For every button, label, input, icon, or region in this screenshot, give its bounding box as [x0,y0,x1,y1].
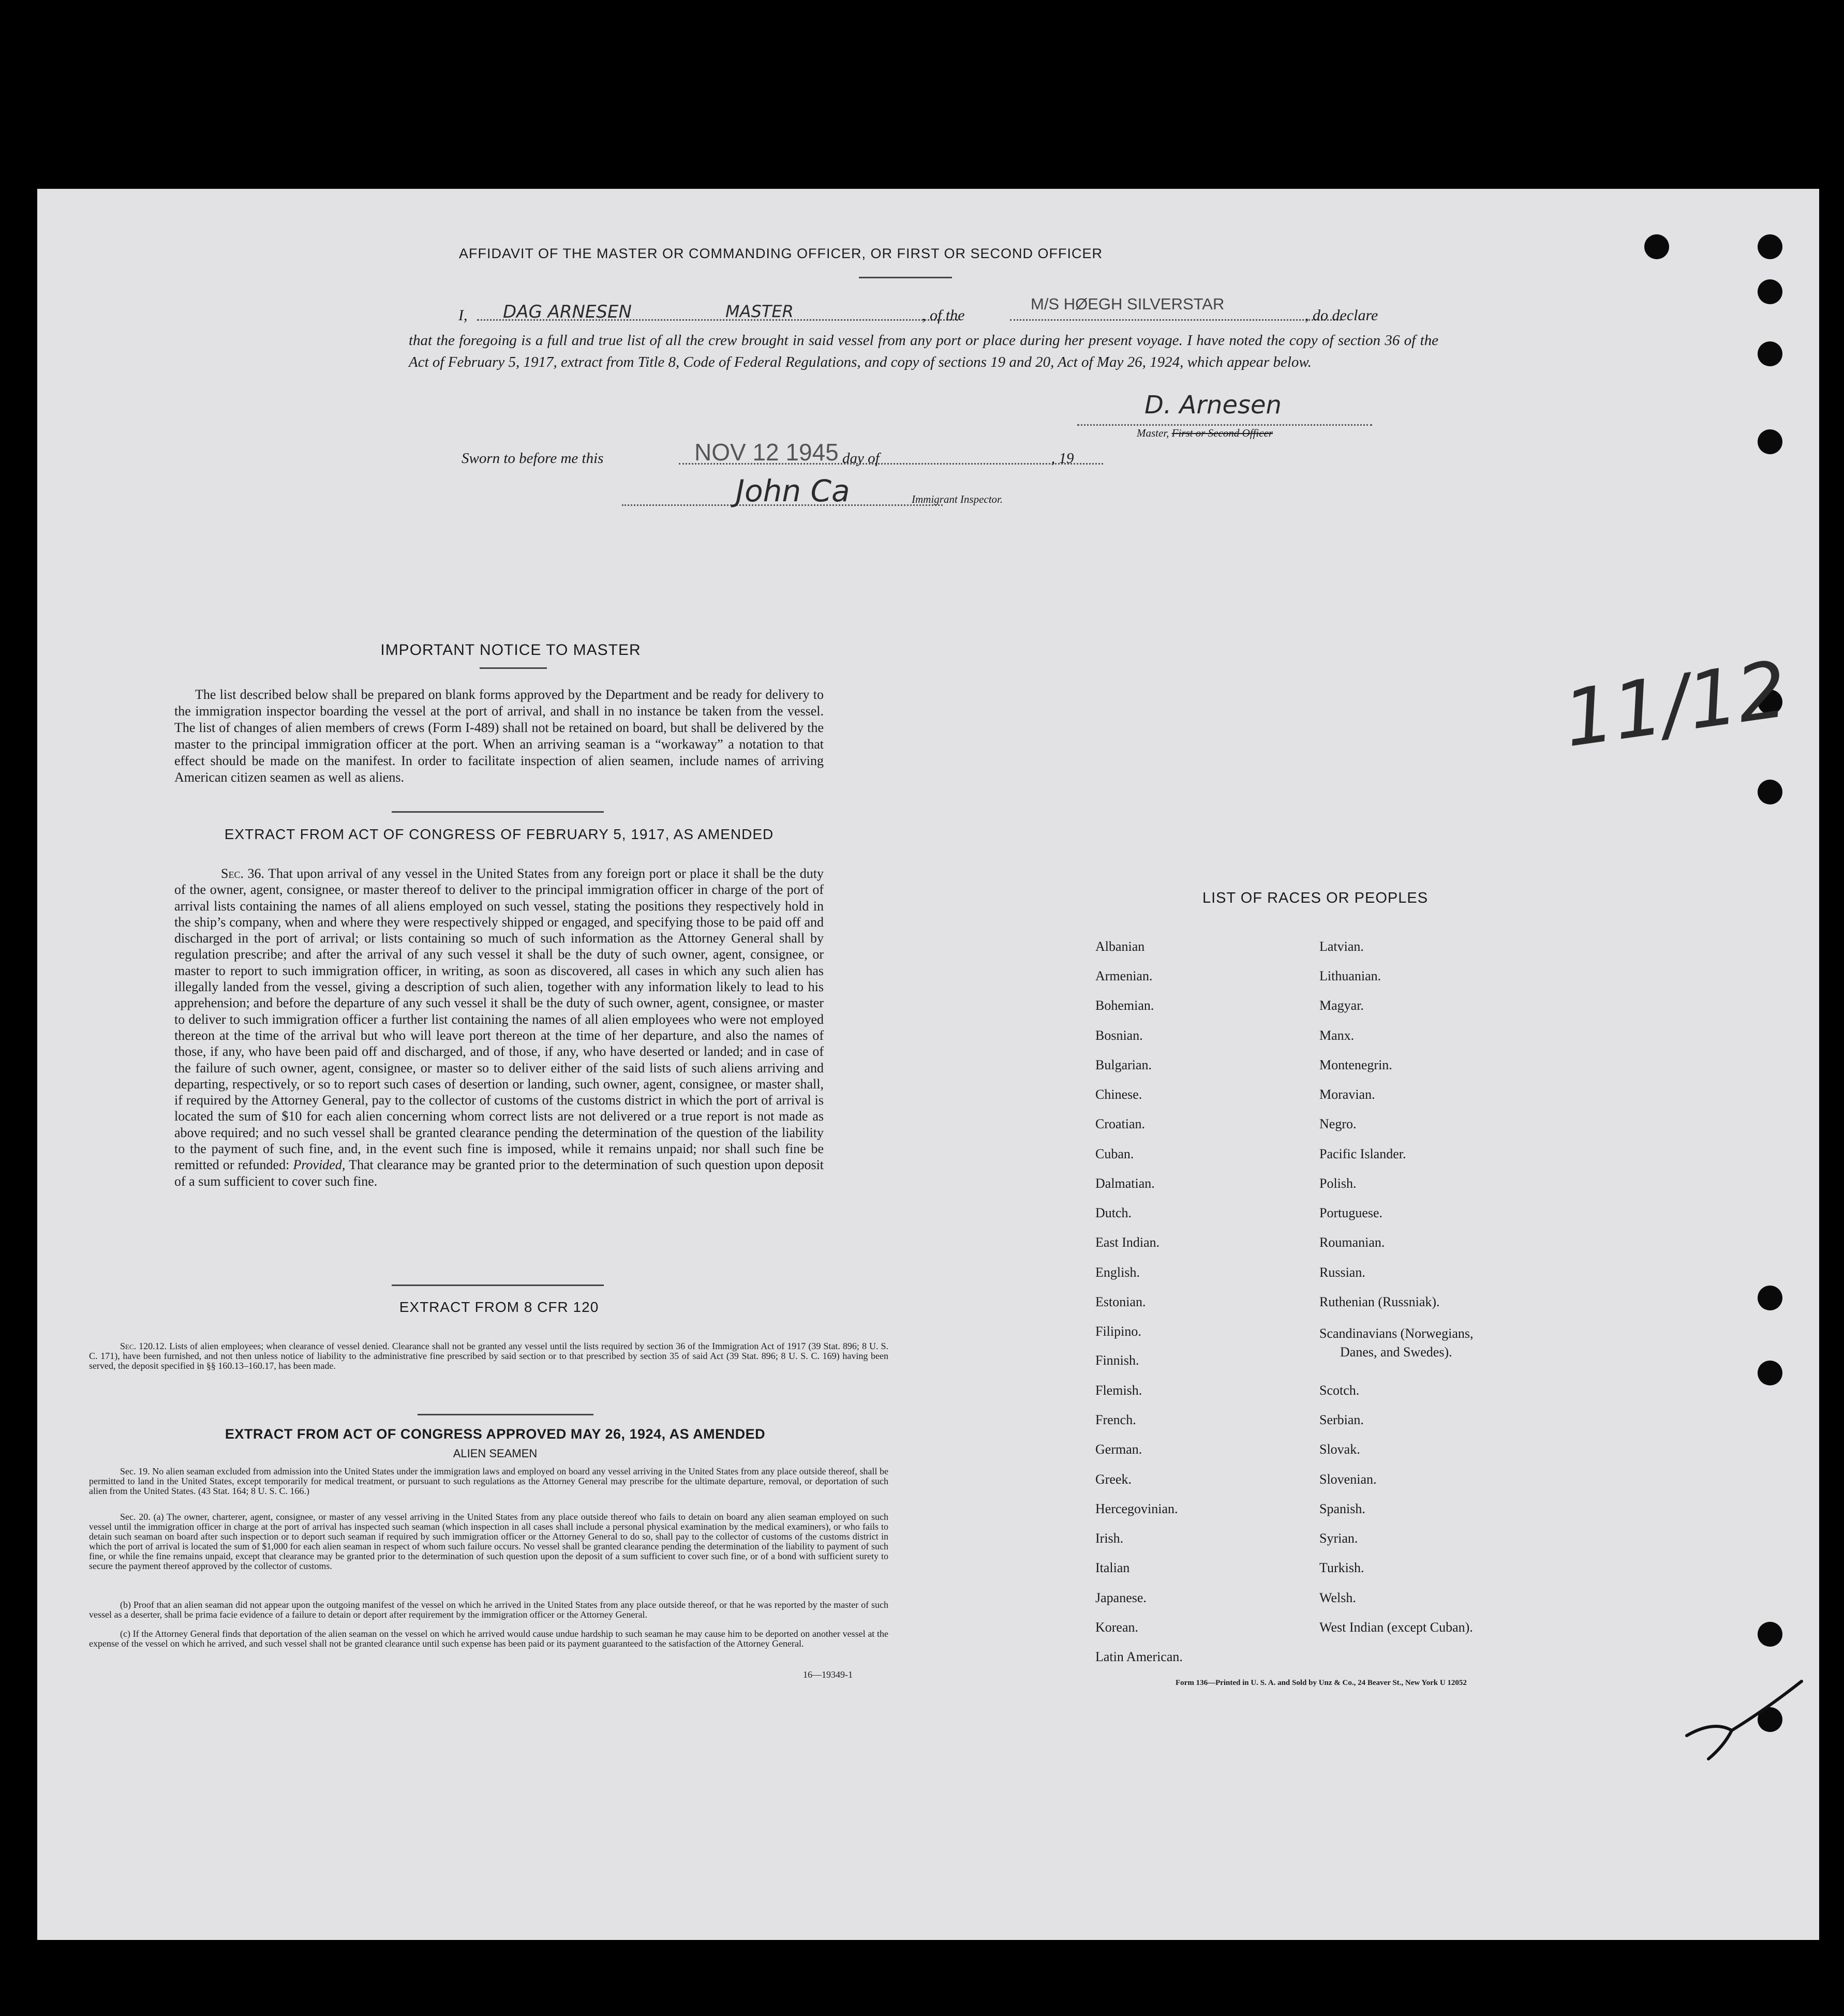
section-divider [392,811,604,813]
cfr-title: EXTRACT FROM 8 CFR 120 [399,1299,599,1315]
race-left: Croatian. [1095,1116,1146,1131]
punch-hole [1758,1286,1782,1310]
vessel-line [1010,319,1341,321]
race-right: West Indian (except Cuban). [1319,1620,1473,1635]
race-right: Lithuanian. [1319,968,1381,983]
form-footer: Form 136—Printed in U. S. A. and Sold by Unz & Co., 24 Beaver St., New York U 12052 [1176,1679,1467,1687]
title-divider [859,277,952,278]
race-left: Estonian. [1095,1294,1146,1309]
race-right: Welsh. [1319,1590,1356,1605]
race-left: German. [1095,1442,1142,1457]
sec-20a-text: Sec. 20. (a) The owner, charterer, agent, consignee, or master of any vessel arriving in the United States from any place outside thereof who fails to detain on board any alien seaman employed on such vessel until the immigration officer in charge at the port of arrival has inspected such seaman (which inspection in all cases shall include a personal physical examination by the medical examiners), or who fails to detain such seaman on board after such inspection or to deport such seaman if required by such immigration officer or the Attorney General to do so, shall pay to the collector of customs of the customs district in which the port of arrival is located the sum of $1,000 for each alien seaman in respect of whom such failure occurs. No vessel shall be granted clearance pending the determination of the liability to payment of such fine, or while the fine remains unpaid, except that clearance may be granted prior to the determination of such question upon the deposit of a sum sufficient to cover such fine, or of a bond with sufficient surety to secure the payment thereof approved by the collector of customs. [89,1512,888,1571]
race-left: Hercegovinian. [1095,1501,1178,1516]
race-left: East Indian. [1095,1235,1160,1250]
affidavit-body: that the foregoing is a full and true list of all the crew brought in said vessel from any port or place during her present voyage. I have noted the copy of section 36 of the Act of February 5, 1917, extract from Title 8, Code of Federal Regulations, and copy of sections 19 and 20, Act of May 26, 1924, which appear below. [409,332,1438,370]
race-left: Finnish. [1095,1353,1139,1368]
sec-36-label: Sec. 36. [221,866,265,881]
race-right: Slovak. [1319,1442,1360,1457]
race-right: Russian. [1319,1265,1365,1280]
race-right: Turkish. [1319,1560,1364,1575]
sworn-prefix: Sworn to before me this [462,450,604,467]
race-left: English. [1095,1265,1140,1280]
race-right: Polish. [1319,1176,1357,1191]
sec-20b-text: (b) Proof that an alien seaman did not appear upon the outgoing manifest of the vessel on which he arrived in the United States from any place outside thereof, or that he was reported by the master of such vessel as a deserter, shall be prima facie evidence of a failure to detain or deport after requirement by the immigration officer or the Attorney General. [89,1600,888,1620]
race-left: Dutch. [1095,1205,1132,1220]
race-left: Bohemian. [1095,998,1154,1013]
punch-hole [1758,1622,1782,1647]
do-declare-label: , do declare [1305,307,1378,324]
vessel-name-stamp: M/S HØEGH SILVERSTAR [1031,295,1225,313]
race-left: Italian [1095,1560,1130,1575]
handwritten-date: 11/12 [1558,644,1793,765]
race-right: Moravian. [1319,1087,1375,1102]
punch-hole [1758,234,1782,259]
signature-line [1077,424,1372,426]
race-left: Filipino. [1095,1324,1141,1339]
race-left: Armenian. [1095,968,1153,983]
signer-title [1137,427,1273,440]
race-left: Chinese. [1095,1087,1142,1102]
race-right: Scotch. [1319,1383,1360,1398]
punch-hole [1758,1361,1782,1385]
race-right: Portuguese. [1319,1205,1383,1220]
race-right: Roumanian. [1319,1235,1385,1250]
punch-hole [1644,234,1669,259]
master-signature: D. Arnesen [1144,391,1282,420]
proviso-text: That clearance may be granted prior to the determination of such question upon deposit of a sum sufficient to cover such fine. [174,1157,824,1189]
race-left: Korean. [1095,1620,1139,1635]
notice-divider [480,667,547,669]
race-left: Albanian [1095,939,1145,954]
sec-19-text: Sec. 19. No alien seaman excluded from admission into the United States under the immigration laws and employed on board any vessel arriving in the United States from any place outside thereof, shall be permitted to land in the United States, except temporarily for medical treatment, or pursuant to such regulations as the Attorney General may prescribe for the ultimate departure, removal, or deportation of such alien from the United States. (43 Stat. 164; 8 U. S. C. 166.) [89,1466,888,1496]
race-right: Danes, and Swedes). [1340,1345,1452,1360]
section-divider [392,1285,604,1286]
race-right: Montenegrin. [1319,1057,1392,1072]
year-prefix: , 19 [1051,450,1074,467]
inspector-title: Immigrant Inspector. [912,493,1003,505]
race-right: Negro. [1319,1116,1357,1131]
check-mark-icon [1683,1679,1807,1767]
master-name: DAG ARNESEN [503,302,632,322]
punch-hole [1758,279,1782,304]
affidavit-title: AFFIDAVIT OF THE MASTER OR COMMANDING OFFICER, OR FIRST OR SECOND OFFICER [458,246,1103,261]
race-left: Greek. [1095,1472,1132,1487]
day-of-label: day of [842,450,880,467]
race-right: Pacific Islander. [1319,1146,1406,1161]
extract-1917-title: EXTRACT FROM ACT OF CONGRESS OF FEBRUARY 5, 1917, AS AMENDED [224,826,774,842]
sworn-date-stamp: NOV 12 1945 [694,439,839,466]
race-left: Bosnian. [1095,1028,1143,1043]
punch-hole [1758,341,1782,366]
race-right: Syrian. [1319,1531,1358,1546]
race-left: French. [1095,1412,1136,1427]
punch-hole [1758,429,1782,454]
notice-title: IMPORTANT NOTICE TO MASTER [380,641,641,659]
sec-120-text: Lists of alien employees; when clearance of vessel denied. Clearance shall not be granted any vessel until the lists required by section 36 of the Immigration Act of 1917 (39 Stat. 896; 8 U. S. C. 171), have been furnished, and not then unless notice of liability to the administrative fine prescribed by said section or to that prescribed by section 35 of said Act (39 Stat. 896; 8 U. S. C. 169) having been served, the deposit specified in §§ 160.13–160.17, has been made. [89,1341,889,1371]
race-right: Latvian. [1319,939,1364,954]
race-right: Slovenian. [1319,1472,1377,1487]
i-label: I, [458,307,468,324]
race-right: Spanish. [1319,1501,1365,1516]
extract-1917-body [174,865,824,1189]
extract-1924-title: EXTRACT FROM ACT OF CONGRESS APPROVED MAY 26, 1924, AS AMENDED [225,1426,766,1442]
races-title: LIST OF RACES OR PEOPLES [1202,890,1429,906]
alien-seamen-subtitle: ALIEN SEAMEN [453,1447,538,1460]
race-left: Dalmatian. [1095,1176,1155,1191]
signer-title-struck: First or Second Officer [1171,427,1273,439]
master-position: MASTER [725,302,794,321]
race-left: Flemish. [1095,1383,1142,1398]
race-right: Scandinavians (Norwegians, [1319,1326,1474,1341]
race-right: Manx. [1319,1028,1355,1043]
race-left: Latin American. [1095,1649,1183,1664]
sec-120-label: Sec. 120.12. [120,1341,167,1351]
section-divider [418,1414,593,1415]
race-right: Ruthenian (Russniak). [1319,1294,1440,1309]
signer-title-master: Master, [1137,427,1169,439]
punch-hole [1758,780,1782,804]
cfr-body [89,1341,888,1371]
form-code: 16—19349-1 [803,1669,853,1680]
sec-20c-text: (c) If the Attorney General finds that deportation of the alien seaman on the vessel on which he arrived would cause undue hardship to such seaman he may cause him to be deported on another vessel at the expense of the vessel on which he arrived, and such vessel shall not be granted clearance until such expense has been paid or its payment guaranteed to the satisfaction of the Attorney General. [89,1629,888,1649]
document-sheet [37,189,1819,1940]
sec-36-text: That upon arrival of any vessel in the United States from any foreign port or place it shall be the duty of the owner, agent, consignee, or master thereof to deliver to the principal immigration officer in charge of the port of arrival lists containing the names of all aliens employed on such vessel, stating the positions they respectively hold in the ship’s company, when and where they were respectively shipped or engaged, and specifying those to be paid off and discharged in the port of arrival; or lists containing so much of such information as the Attorney General shall by regulation prescribe; and after the arrival of any such vessel it shall be the duty of such owner, agent, consignee, or master to report to such immigration officer, in writing, as soon as discovered, all cases in which any such alien has illegally landed from the vessel, giving a description of such alien, together with any information likely to lead to his apprehension; and before the departure of any such vessel it shall be the duty of such owner, agent, consignee, or master to deliver to such immigration officer a further list containing the names of all alien employees who were not employed thereon at the time of the arrival but who will leave port thereon at the time of her departure, and also the names of those, if any, who have been paid off and discharged, and of those, if any, who have deserted or landed; and in case of the failure of such owner, agent, consignee, or master so to deliver either of the said lists of such aliens arriving and departing, respectively, or so to report such cases of desertion or landing, such owner, agent, consignee, or master shall, if required by the Attorney General, pay to the collector of customs of the customs district in which the port of arrival is located the sum of $10 for each alien concerning whom correct lists are not delivered or a true report is not made as above required; and no such vessel shall be granted clearance pending the determination of the question of the liability to the payment of such fine, and, in the event such fine is imposed, while it remains unpaid; nor shall such fine be remitted or refunded: [174,866,824,1173]
race-right: Serbian. [1319,1412,1364,1427]
of-the-label: , of the [922,307,965,324]
race-right: Magyar. [1319,998,1364,1013]
race-left: Japanese. [1095,1590,1147,1605]
race-left: Bulgarian. [1095,1057,1152,1072]
inspector-signature: John Ca [736,473,850,509]
race-left: Irish. [1095,1531,1124,1546]
notice-body: The list described below shall be prepared on blank forms approved by the Department and be ready for delivery to the immigration inspector boarding the vessel at the port of arrival, and shall in no instance be taken from the vessel. The list of changes of alien members of crews (Form I-489) shall not be retained on board, but shall be delivered by the master to the principal immigration officer at the port. When an arriving seaman is a “workaway” a notation to that effect should be made on the manifest. In order to facilitate inspection of alien seamen, include names of arriving American citizen seamen as well as aliens. [174,687,824,785]
proviso-label: Provided, [293,1157,346,1173]
race-left: Cuban. [1095,1146,1134,1161]
